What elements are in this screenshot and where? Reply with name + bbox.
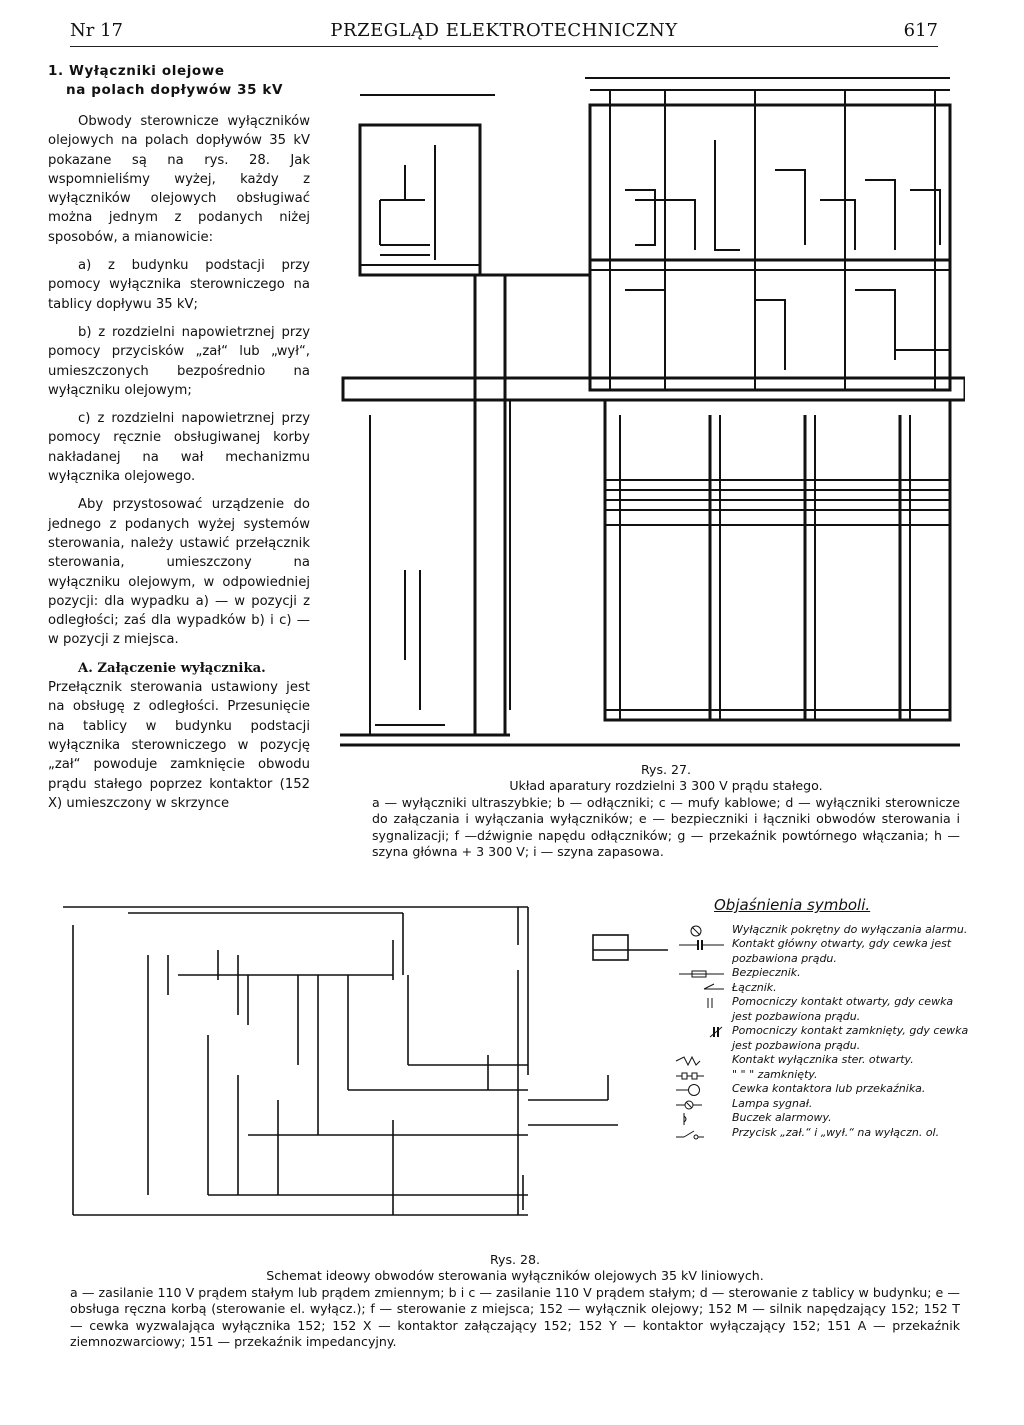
fuse-icon bbox=[674, 968, 729, 980]
journal-title: PRZEGLĄD ELEKTROTECHNICZNY bbox=[330, 20, 678, 41]
legend-item: Pomocniczy kontakt otwarty, gdy cewka jest pozbawiona prądu. bbox=[672, 995, 972, 1024]
figure-28-legend: a — zasilanie 110 V prądem stałym lub prądem zmiennym; b i c — zasilanie 110 V prądem stałym; d — sterowanie z tablicy w budynku; e — obsługa ręczna korbą (sterowanie el. wyłącz.); f — sterowanie z miejsca; 152 — wyłącznik olejowy; 152 M — silnik napędzający 152; 152 T — cewka wyzwalająca wyłącznika 152; 152 X — kontaktor załączający 152; 152 Y — kontaktor wyłączający 152; 151 A — przekaźnik ziemnozwarciowy; 151 — przekaźnik impedancyjny. bbox=[70, 1284, 960, 1350]
paragraph: a) z budynku podstacji przy pomocy wyłącznika sterowniczego na tablicy dopływu 35 kV; bbox=[48, 258, 310, 312]
legend-item: " " " zamknięty. bbox=[672, 1068, 972, 1083]
figure-28-label: Rys. 28. bbox=[489, 1252, 541, 1267]
aux-contact-open-icon bbox=[674, 997, 729, 1009]
legend-item: Bezpiecznik. bbox=[672, 966, 972, 981]
rotary-switch-icon bbox=[674, 925, 729, 937]
figure-27-drawing bbox=[335, 70, 965, 750]
legend-item: Kontakt główny otwarty, gdy cewka jest pozbawiona prądu. bbox=[672, 937, 972, 966]
paragraph: c) z rozdzielni napowietrznej przy pomocy ręcznie obsługiwanej korby nakładanej na wał mechanizmu wyłącznika olejowego. bbox=[48, 411, 310, 485]
figure-27-legend: a — wyłączniki ultraszybkie; b — odłączniki; c — mufy kablowe; d — wyłączniki sterownicze do załączania i wyłączania wyłączników; e — bezpieczniki i łączniki obwodów sterowania i sygnalizacji; f —dźwignie napędu odłączników; g — przekaźnik powtórnego włączania; h — szyna główna + 3 300 V; i — szyna zapasowa. bbox=[372, 794, 960, 860]
legend-item: Pomocniczy kontakt zamknięty, gdy cewka jest pozbawiona prądu. bbox=[672, 1024, 972, 1053]
signal-lamp-icon bbox=[674, 1099, 729, 1111]
symbols-legend bbox=[672, 898, 972, 1140]
legend-item: Cewka kontaktora lub przekaźnika. bbox=[672, 1082, 972, 1097]
paragraph: Przełącznik sterowania ustawiony jest na obsługę z odległości. Przesunięcie na tablicy w budynku podstacji wyłącznika sterowniczego w pozycję „zał“ powoduje zamknięcie obwodu prądu stałego poprzez kontaktor (152 X) umieszczony w skrzynce bbox=[48, 680, 310, 811]
figure-27-title: Układ aparatury rozdzielni 3 300 V prądu stałego. bbox=[509, 778, 823, 794]
main-contact-open-icon bbox=[674, 939, 729, 951]
aux-contact-closed-icon bbox=[674, 1026, 729, 1038]
legend-item: Wyłącznik pokrętny do wyłączania alarmu. bbox=[672, 923, 972, 938]
switch-icon bbox=[674, 983, 729, 995]
control-switch-contact-closed-icon bbox=[674, 1070, 729, 1082]
paragraph: Obwody sterownicze wyłączników olejowych na polach dopływów 35 kV pokazane są na rys. 28. Jak wspomnieliśmy wyżej, każdy z wyłączników olejowych obsługiwać można jednym z podanych niżej sposobów, a mianowicie: bbox=[48, 114, 310, 245]
subheading: A. Załączenie wyłącznika. bbox=[78, 660, 266, 676]
paragraph: b) z rozdzielni napowietrznej przy pomocy przycisków „zał“ lub „wył“, umieszczonych bezpośrednio na wyłączniku olejowym; bbox=[48, 324, 310, 398]
legend-item: Lampa sygnał. bbox=[672, 1097, 972, 1112]
legend-item: Łącznik. bbox=[672, 981, 972, 996]
push-button-icon bbox=[674, 1128, 729, 1140]
left-text-column bbox=[48, 62, 310, 822]
issue-number: Nr 17 bbox=[70, 20, 123, 41]
legend-item: Kontakt wyłącznika ster. otwarty. bbox=[672, 1053, 972, 1068]
figure-28-schematic bbox=[48, 895, 698, 1230]
legend-item: Przycisk „zał.“ i „wył.“ na wyłączn. ol. bbox=[672, 1126, 972, 1141]
figure-28-caption bbox=[70, 1252, 960, 1350]
paragraph: Aby przystosować urządzenie do jednego z podanych wyżej systemów sterowania, należy ustawić przełącznik sterowania, umieszczony na wyłączniku olejowym, w odpowiedniej pozycji: dla wypadku a) — w pozycji z odległości; zaś dla wypadków b) i c) — w pozycji z miejsca. bbox=[48, 497, 310, 648]
figure-27-label: Rys. 27. bbox=[640, 762, 692, 777]
figure-28-title: Schemat ideowy obwodów sterowania wyłączników olejowych 35 kV liniowych. bbox=[266, 1268, 764, 1284]
control-switch-contact-open-icon bbox=[674, 1055, 729, 1067]
page-number: 617 bbox=[903, 20, 938, 41]
section-title-line1: 1. Wyłączniki olejowe bbox=[48, 63, 225, 79]
alarm-buzzer-icon bbox=[674, 1113, 729, 1125]
figure-27-caption bbox=[372, 762, 960, 860]
symbols-legend-title: Objaśnienia symboli. bbox=[714, 896, 871, 914]
coil-icon bbox=[674, 1084, 729, 1096]
page-header bbox=[70, 20, 938, 47]
legend-item: Buczek alarmowy. bbox=[672, 1111, 972, 1126]
section-title-line2: na polach dopływów 35 kV bbox=[66, 82, 284, 98]
section-title bbox=[48, 62, 310, 100]
